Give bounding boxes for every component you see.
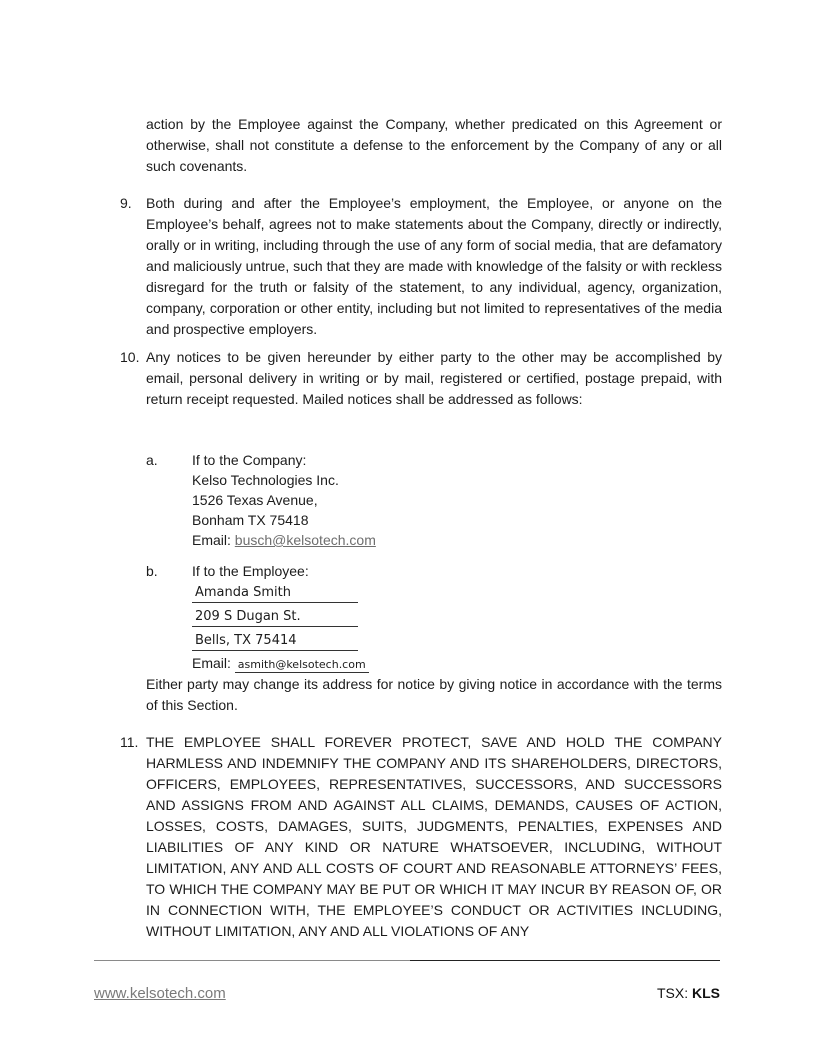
clause-10 — [120, 347, 722, 410]
company-name: Kelso Technologies Inc. — [192, 472, 339, 488]
footer-divider-accent — [410, 960, 720, 961]
company-city: Bonham TX 75418 — [192, 512, 309, 528]
employee-name: Amanda Smith — [192, 584, 358, 603]
employee-street: 209 S Dugan St. — [192, 608, 358, 627]
notice-company — [146, 450, 446, 548]
email-label: Email: — [192, 655, 231, 671]
clause-number: 10. — [120, 349, 140, 365]
clause-9 — [120, 193, 722, 340]
clause-11 — [120, 732, 722, 942]
ticker-symbol: KLS — [692, 985, 720, 1001]
notice-heading: If to the Employee: — [192, 563, 309, 579]
footer-ticker — [657, 983, 720, 1004]
company-email-row — [192, 530, 376, 550]
notice-employee — [146, 561, 446, 671]
clause-text: Both during and after the Employee’s employment, the Employee, or anyone on the Employee’s behalf, agrees not to make statements about the Company, directly or indirectly, orally or in writing, including through the use of any form of social media, that are defamatory and maliciously untrue, such that they are made with knowledge of the falsity or with reckless disregard for the truth or falsity of the statement, to any individual, agency, organization, company, corporation or other entity, including but not limited to representatives of the media and prospective employers. — [146, 195, 722, 337]
company-email-link[interactable]: busch@kelsotech.com — [234, 532, 376, 548]
continued-paragraph: action by the Employee against the Company, whether predicated on this Agreement or otherwise, shall not constitute a defense to the enforcement by the Company of any or all such covenants. — [146, 116, 722, 174]
company-street: 1526 Texas Avenue, — [192, 492, 318, 508]
employee-email: asmith@kelsotech.com — [235, 658, 369, 673]
notice-letter: a. — [146, 452, 158, 468]
clause-text: THE EMPLOYEE SHALL FOREVER PROTECT, SAVE AND HOLD THE COMPANY HARMLESS AND INDEMNIFY THE COMPANY AND ITS SHAREHOLDERS, DIRECTORS, OFFICERS, EMPLOYEES, REPRESENTATIVES, SUCCESSORS, AND SUCCESSORS AND ASSIGNS FROM AND AGAINST ALL CLAIMS, DEMANDS, CAUSES OF ACTION, LOSSES, COSTS, DAMAGES, SUITS, JUDGMENTS, PENALTIES, EXPENSES AND LIABILITIES OF ANY KIND OR NATURE WHATSOEVER, INCLUDING, WITHOUT LIMITATION, ANY AND ALL COSTS OF COURT AND REASONABLE ATTORNEYS’ FEES, TO WHICH THE COMPANY MAY BE PUT OR WHICH IT MAY INCUR BY REASON OF, OR IN CONNECTION WITH, THE EMPLOYEE’S CONDUCT OR ACTIVITIES INCLUDING, WITHOUT LIMITATION, ANY AND ALL VIOLATIONS OF ANY — [146, 734, 722, 939]
email-label: Email: — [192, 532, 231, 548]
employee-email-row — [192, 653, 369, 673]
change-notice-paragraph: Either party may change its address for notice by giving notice in accordance with the terms of this Section. — [146, 676, 722, 713]
clause-number: 11. — [120, 734, 139, 750]
ticker-label: TSX: — [656, 985, 689, 1001]
footer-website-link[interactable]: www.kelsotech.com — [94, 985, 226, 1002]
notice-heading: If to the Company: — [192, 452, 307, 468]
employee-city: Bells, TX 75414 — [192, 632, 358, 651]
notice-letter: b. — [146, 563, 158, 579]
clause-text: Any notices to be given hereunder by either party to the other may be accomplished by email, personal delivery in writing or by mail, registered or certified, postage prepaid, with return receipt requested. Mailed notices shall be addressed as follows: — [146, 349, 722, 407]
clause-number: 9. — [120, 195, 132, 211]
